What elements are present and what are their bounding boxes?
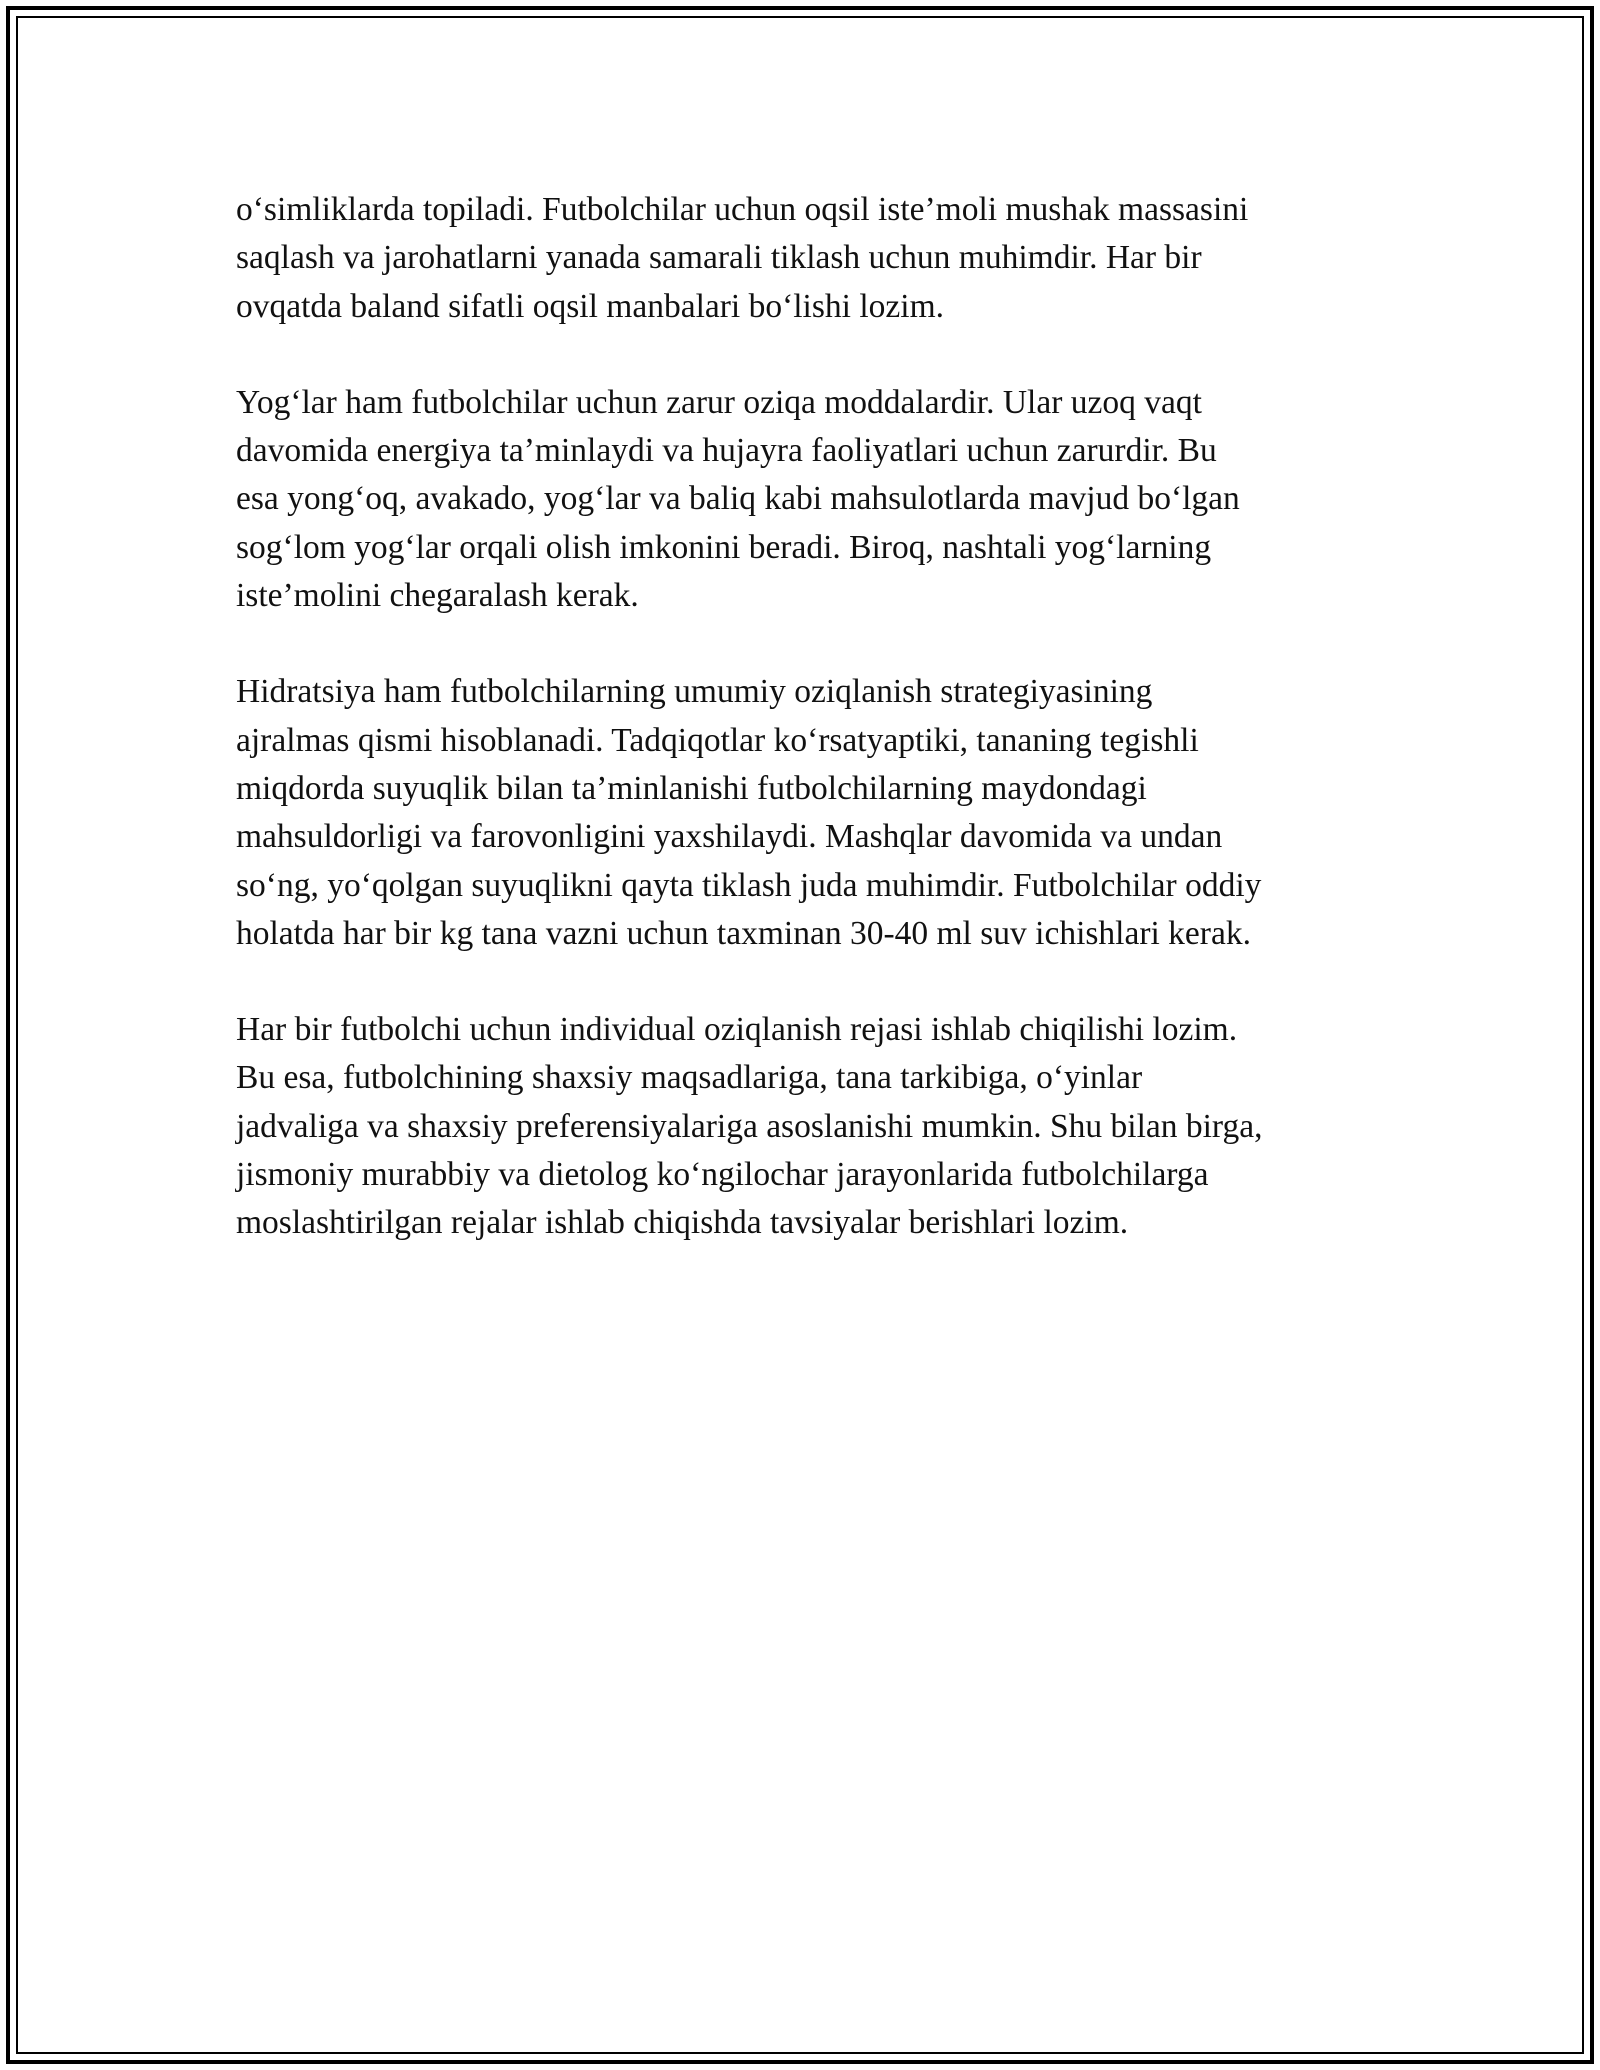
paragraph-protein bbox=[236, 186, 1366, 331]
text-line: Yog‘lar ham futbolchilar uchun zarur oziqa moddalardir. Ular uzoq vaqt bbox=[236, 383, 1202, 421]
text-line: miqdorda suyuqlik bilan ta’minlanishi futbolchilarning maydondagi bbox=[236, 769, 1147, 807]
text-line: holatda har bir kg tana vazni uchun taxminan 30-40 ml suv ichishlari kerak. bbox=[236, 914, 1251, 952]
text-line: Hidratsiya ham futbolchilarning umumiy oziqlanish strategiyasining bbox=[236, 673, 1153, 711]
paragraph-hydration bbox=[236, 668, 1366, 958]
text-line: ajralmas qismi hisoblanadi. Tadqiqotlar ko‘rsatyaptiki, tananing tegishli bbox=[236, 721, 1199, 759]
text-line: esa yong‘oq, avakado, yog‘lar va baliq kabi mahsulotlarda mavjud bo‘lgan bbox=[236, 480, 1240, 518]
text-line: mahsuldorligi va farovonligini yaxshilaydi. Mashqlar davomida va undan bbox=[236, 818, 1223, 856]
text-line: saqlash va jarohatlarni yanada samarali tiklash uchun muhimdir. Har bir bbox=[236, 239, 1202, 277]
text-line: so‘ng, yo‘qolgan suyuqlikni qayta tiklash juda muhimdir. Futbolchilar oddiy bbox=[236, 866, 1262, 904]
text-line: ovqatda baland sifatli oqsil manbalari bo‘lishi lozim. bbox=[236, 287, 944, 325]
text-line: sog‘lom yog‘lar orqali olish imkonini beradi. Biroq, nashtali yog‘larning bbox=[236, 528, 1212, 566]
document-body bbox=[236, 186, 1366, 1296]
text-line: o‘simliklarda topiladi. Futbolchilar uchun oqsil iste’moli mushak massasini bbox=[236, 191, 1249, 228]
text-line: Har bir futbolchi uchun individual oziqlanish rejasi ishlab chiqilishi lozim. bbox=[236, 1011, 1238, 1049]
text-line: Bu esa, futbolchining shaxsiy maqsadlariga, tana tarkibiga, o‘yinlar bbox=[236, 1059, 1143, 1097]
text-line: jismoniy murabbiy va dietolog ko‘ngilochar jarayonlarida futbolchilarga bbox=[236, 1156, 1209, 1194]
text-line: davomida energiya ta’minlaydi va hujayra faoliyatlari uchun zarurdir. Bu bbox=[236, 432, 1217, 470]
text-line: moslashtirilgan rejalar ishlab chiqishda tavsiyalar berishlari lozim. bbox=[236, 1204, 1129, 1242]
text-line: iste’molini chegaralash kerak. bbox=[236, 577, 639, 615]
paragraph-fats bbox=[236, 379, 1366, 620]
paragraph-individual-plan bbox=[236, 1006, 1366, 1247]
text-line: jadvaliga va shaxsiy preferensiyalariga asoslanishi mumkin. Shu bilan birga, bbox=[236, 1107, 1263, 1145]
